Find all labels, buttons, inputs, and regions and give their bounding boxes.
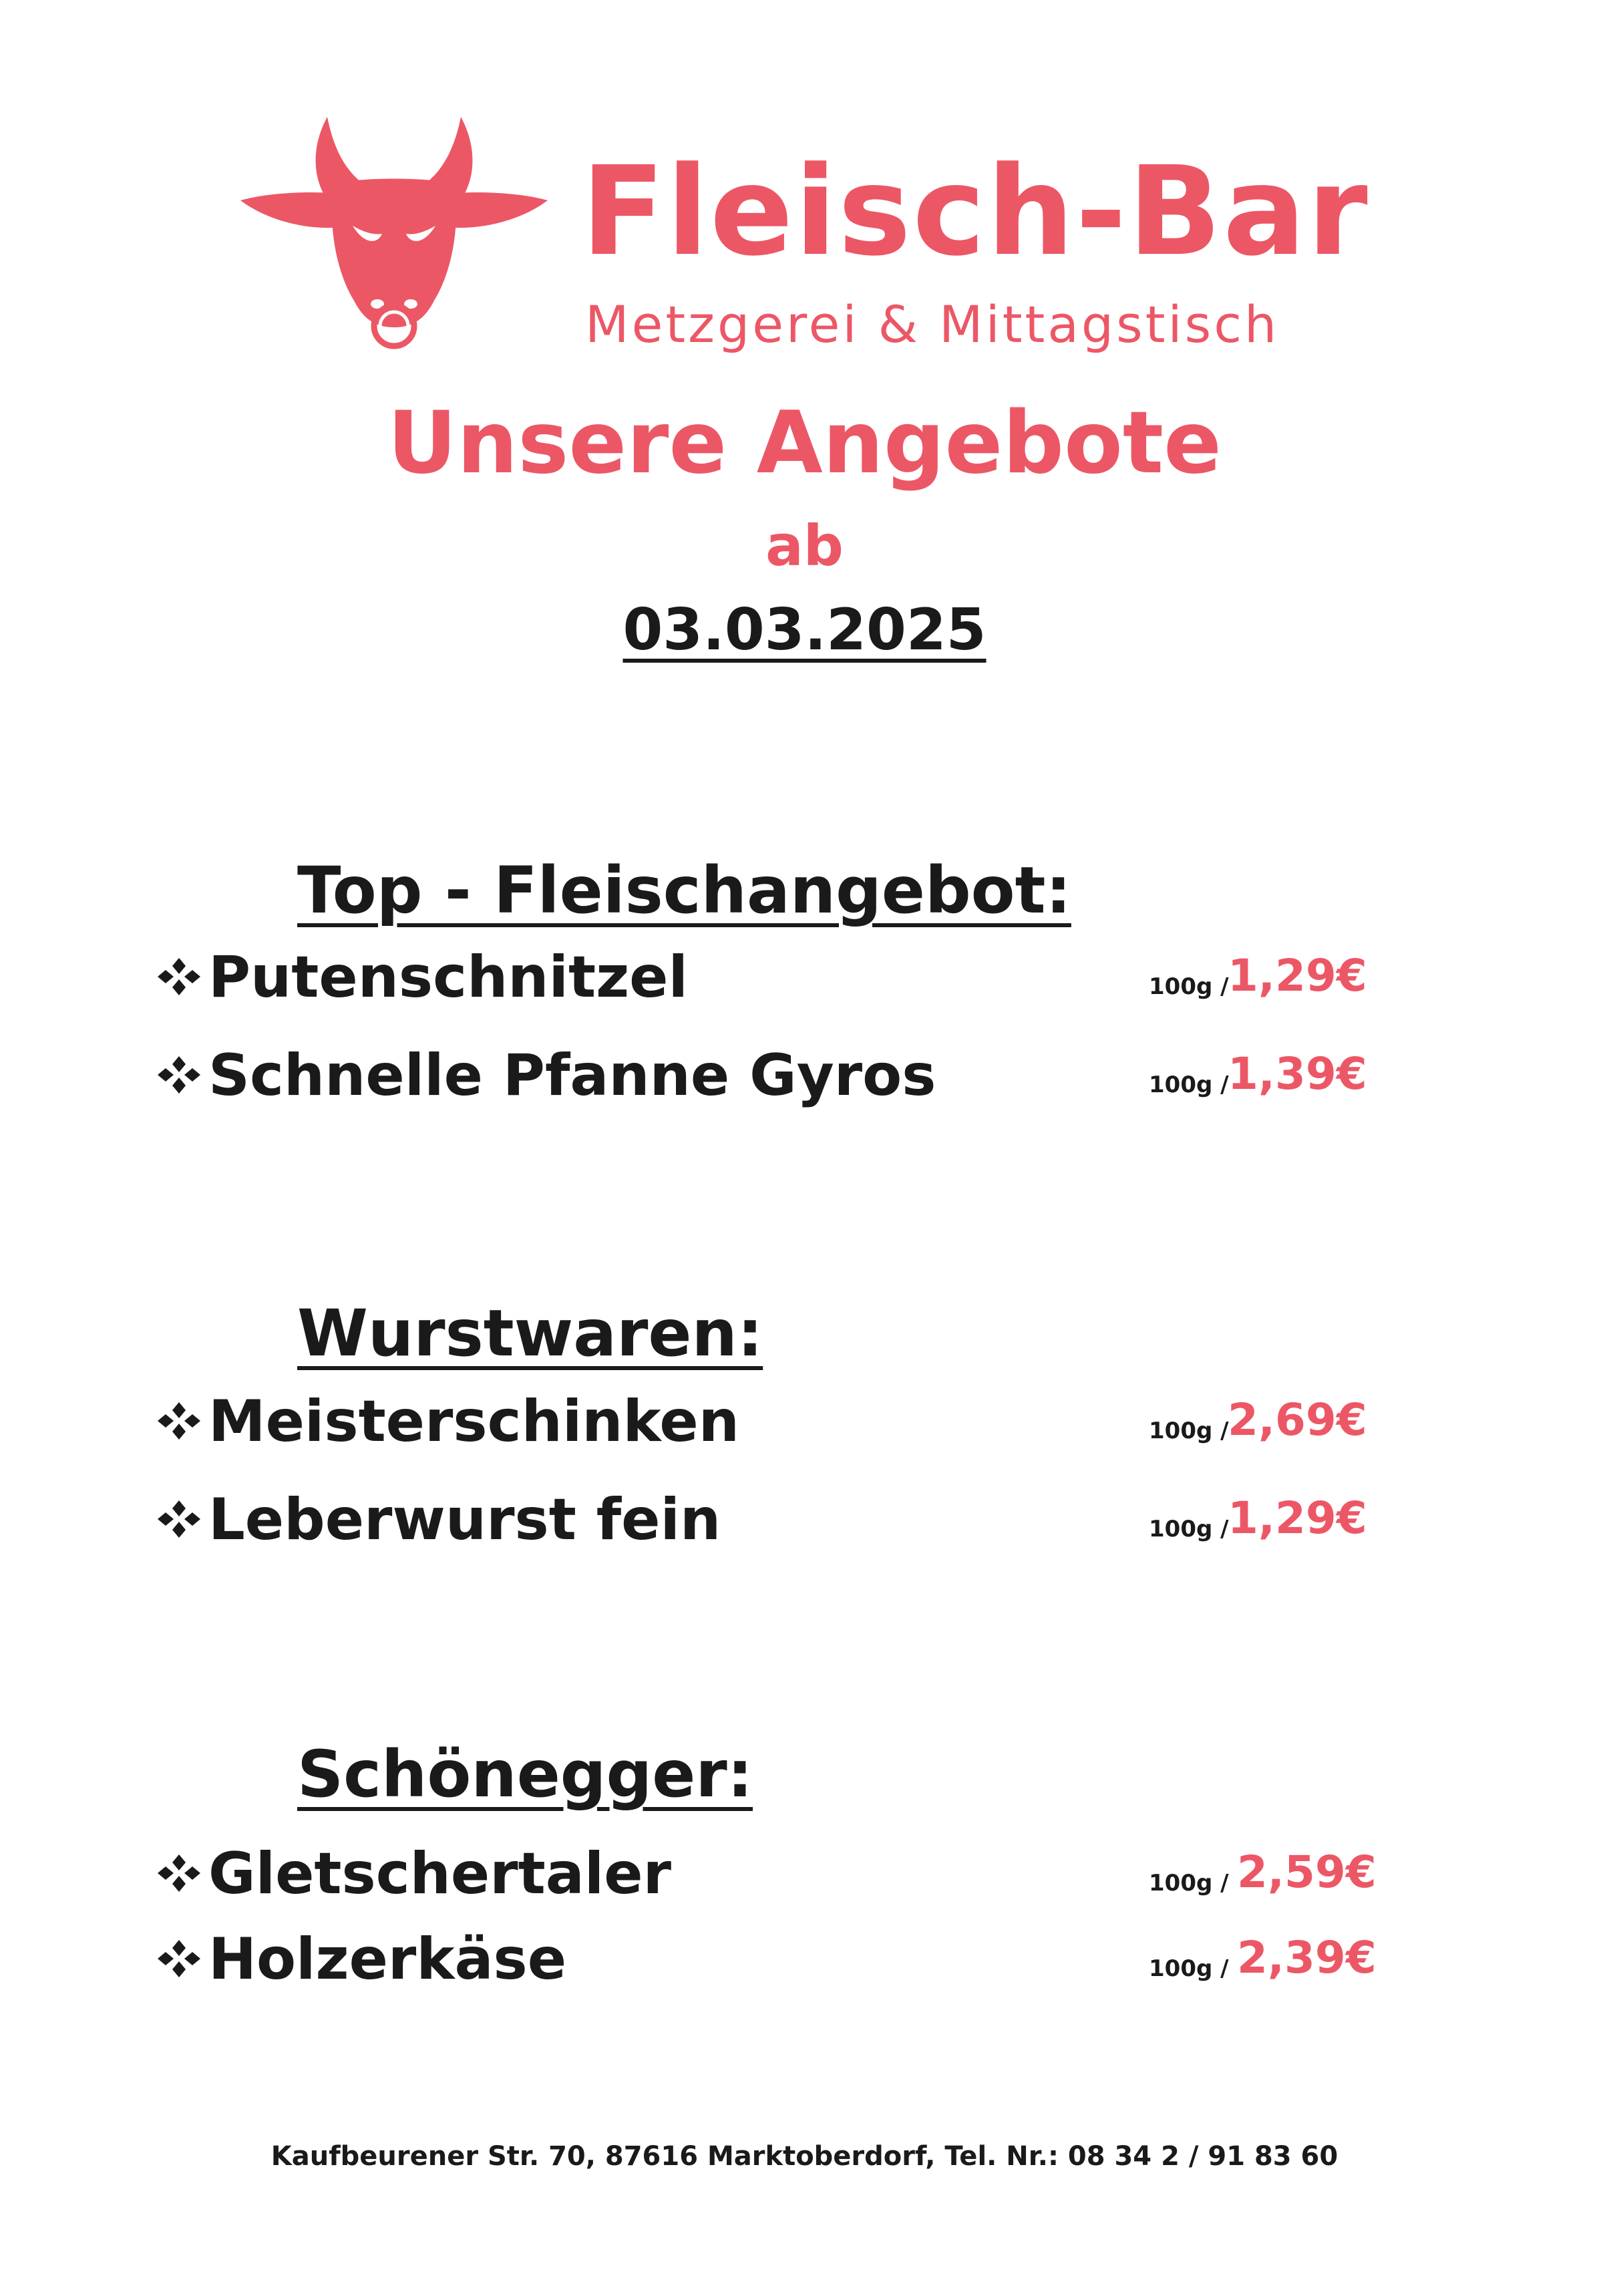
item-unit: 100g /	[1149, 1516, 1229, 1542]
list-item	[155, 1486, 1371, 1565]
item-price: 2,69€	[1228, 1394, 1367, 1446]
item-unit: 100g /	[1149, 1418, 1229, 1444]
item-name: Schnelle Pfanne Gyros	[208, 1042, 936, 1109]
footer-address: Kaufbeurener Str. 70, 87616 Marktoberdorf, Tel. Nr.: 08 34 2 / 91 83 60	[271, 2141, 1338, 2172]
section-title-wurstwaren: Wurstwaren:	[297, 1296, 763, 1371]
section-title-top-fleischangebot: Top - Fleischangebot:	[297, 853, 1071, 928]
offers-title: Unsere Angebote	[387, 393, 1222, 493]
offers-date	[0, 597, 1609, 663]
diamond-bullet-icon	[155, 953, 203, 1001]
diamond-bullet-icon	[155, 1051, 203, 1099]
item-price: 1,39€	[1228, 1048, 1367, 1100]
diamond-bullet-icon	[155, 1495, 203, 1543]
diamond-bullet-icon	[155, 1397, 203, 1445]
bull-head-icon	[240, 114, 548, 361]
item-unit: 100g /	[1149, 1955, 1229, 1982]
brand-subtitle: Metzgerei & Mittagstisch	[585, 295, 1280, 354]
item-price: 1,29€	[1228, 950, 1367, 1001]
diamond-bullet-icon	[155, 1849, 203, 1897]
item-name: Leberwurst fein	[208, 1486, 721, 1553]
item-name: Meisterschinken	[208, 1388, 739, 1455]
item-price: 2,39€	[1237, 1932, 1377, 1983]
item-unit: 100g /	[1149, 973, 1229, 1000]
list-item	[155, 944, 1371, 1022]
item-unit: 100g /	[1149, 1870, 1229, 1897]
item-price: 2,59€	[1237, 1846, 1377, 1898]
list-item	[155, 1042, 1371, 1120]
brand-name: Fleisch-Bar	[581, 140, 1369, 283]
list-item	[155, 1388, 1371, 1466]
item-name: Putenschnitzel	[208, 944, 688, 1011]
list-item	[155, 1840, 1377, 1919]
list-item	[155, 1926, 1377, 2004]
diamond-bullet-icon	[155, 1935, 203, 1983]
section-title-schoenegger: Schönegger:	[297, 1737, 753, 1812]
item-name: Holzerkäse	[208, 1926, 567, 1993]
item-name: Gletschertaler	[208, 1840, 671, 1907]
offers-from-label: ab	[765, 513, 844, 579]
offers-date-text: 03.03.2025	[622, 597, 987, 663]
item-unit: 100g /	[1149, 1072, 1229, 1098]
item-price: 1,29€	[1228, 1492, 1367, 1544]
